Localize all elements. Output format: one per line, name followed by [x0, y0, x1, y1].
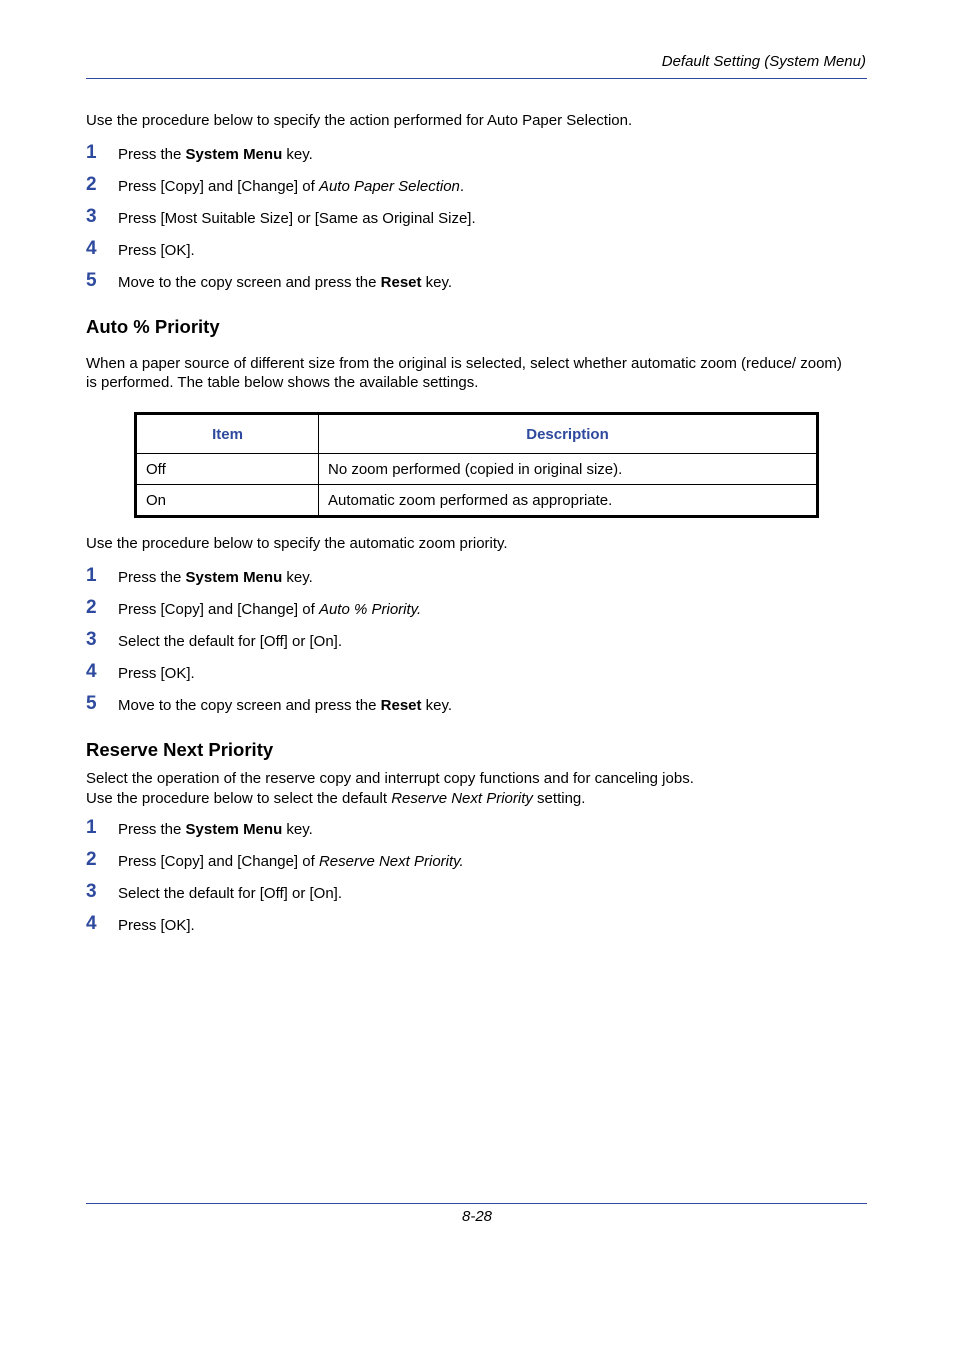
table-row	[136, 454, 818, 485]
step-text: Press the System Menu key.	[118, 146, 313, 163]
table-header-description: Description	[319, 414, 818, 454]
step-number: 1	[86, 817, 97, 838]
step-text: Press [Most Suitable Size] or [Same as Original Size].	[118, 210, 476, 227]
footer-rule	[86, 1203, 867, 1204]
table-row	[136, 485, 818, 517]
step-text: Press [OK].	[118, 242, 195, 259]
step-number: 4	[86, 661, 97, 682]
auto-priority-procedure-intro: Use the procedure below to specify the automatic zoom priority.	[86, 535, 508, 552]
step-number: 2	[86, 174, 97, 195]
step-number: 4	[86, 238, 97, 259]
step-number: 5	[86, 270, 97, 291]
step-text: Select the default for [Off] or [On].	[118, 633, 343, 650]
step-number: 2	[86, 597, 97, 618]
step-text: Press the System Menu key.	[118, 821, 313, 838]
step-number: 3	[86, 881, 97, 902]
step-text: Press [OK].	[118, 665, 195, 682]
section-heading-reserve-next-priority: Reserve Next Priority	[86, 739, 274, 760]
table-cell-description: No zoom performed (copied in original size).	[319, 454, 818, 485]
step-text: Press [Copy] and [Change] of Auto Paper Selection.	[118, 178, 465, 195]
reserve-description-line2: Use the procedure below to select the default Reserve Next Priority setting.	[86, 790, 586, 807]
step-number: 3	[86, 206, 97, 227]
step-text: Press [OK].	[118, 917, 195, 934]
step-number: 1	[86, 565, 97, 586]
table-cell-item: Off	[136, 454, 319, 485]
section-heading-auto-priority: Auto % Priority	[86, 316, 220, 337]
running-header: Default Setting (System Menu)	[661, 53, 866, 70]
step-text: Press [Copy] and [Change] of Reserve Next Priority.	[118, 853, 464, 870]
intro-paragraph: Use the procedure below to specify the action performed for Auto Paper Selection.	[86, 112, 633, 129]
step-number: 5	[86, 693, 97, 714]
step-text: Move to the copy screen and press the Reset key.	[118, 274, 453, 291]
step-number: 3	[86, 629, 97, 650]
step-number: 2	[86, 849, 97, 870]
step-number: 4	[86, 913, 97, 934]
table-cell-item: On	[136, 485, 319, 517]
settings-table	[134, 412, 819, 518]
reserve-description-line1: Select the operation of the reserve copy and interrupt copy functions and for canceling jobs.	[86, 770, 694, 787]
table-header-item: Item	[136, 414, 319, 454]
header-rule	[86, 78, 867, 79]
table-header-row	[136, 414, 818, 454]
table-cell-description: Automatic zoom performed as appropriate.	[319, 485, 818, 517]
auto-priority-description: When a paper source of different size from the original is selected, select whether automatic zoom (reduce/ zoom) is performed. The table below shows the available settings.	[86, 355, 842, 391]
step-text: Select the default for [Off] or [On].	[118, 885, 343, 902]
step-number: 1	[86, 142, 97, 163]
page-number: 8-28	[461, 1208, 493, 1225]
step-text: Press [Copy] and [Change] of Auto % Priority.	[118, 601, 422, 618]
step-text: Press the System Menu key.	[118, 569, 313, 586]
step-text: Move to the copy screen and press the Reset key.	[118, 697, 453, 714]
